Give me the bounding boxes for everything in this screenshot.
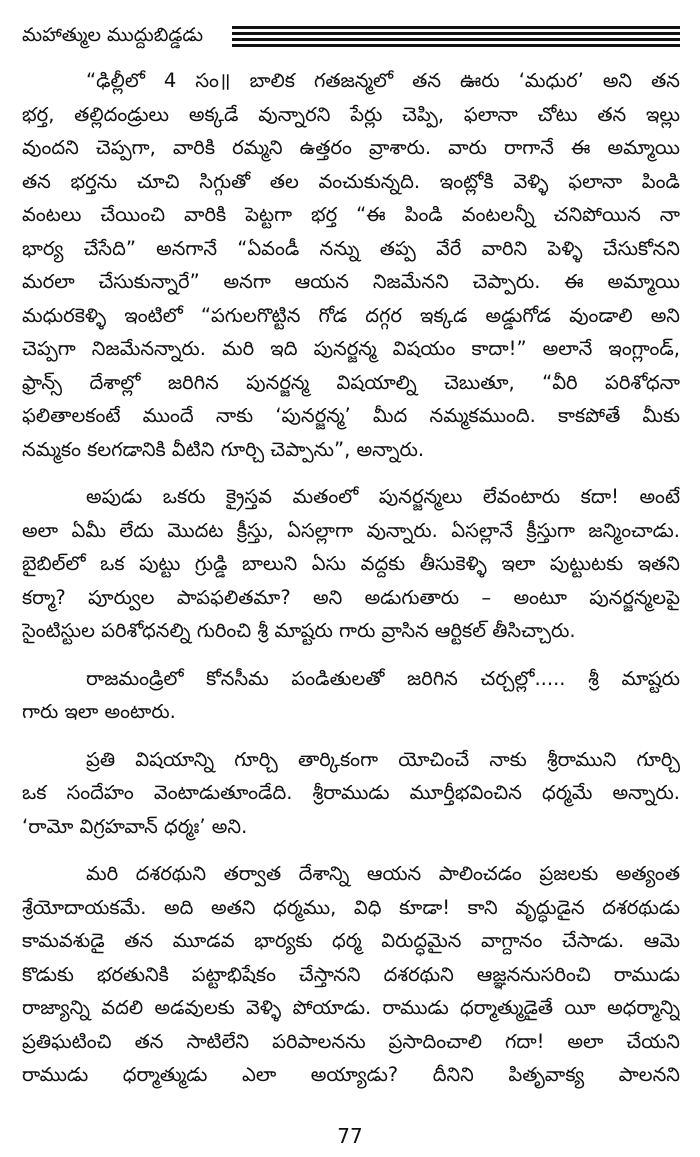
text-line: గారు ఇలా అంటారు. <box>22 700 176 723</box>
text-line: ఫ్రాన్స్ దేశాల్లో జరిగిన పునర్జన్మ విషయాల్ని చెబుతూ, “వీరి పరిశోధనా <box>22 370 680 394</box>
text-line: భార్య చేసేది” అనగానే “ఏవండీ నన్ను తప్ప వేరే వారిని పెళ్ళి చేసుకోనని <box>22 236 680 260</box>
header-rules <box>232 26 680 50</box>
header-rule <box>232 44 680 47</box>
text-line: “ఢిల్లీలో 4 సం॥ బాలిక గతజన్మలో తన ఊరు ‘మధుర’ అని తన <box>86 69 680 92</box>
header-rule <box>232 32 680 35</box>
header-rule <box>232 38 680 41</box>
text-line: తన భర్తను చూచి సిగ్గుతో తల వంచుకున్నది. ఇంట్లోకి వెళ్ళి ఫలానా పిండి <box>22 169 680 193</box>
text-line: భర్త, తల్లిదండ్రులు అక్కడే వున్నారని పేర్లు చెప్పి, ఫలానా చోటు తన ఇల్లు <box>22 102 680 126</box>
text-line: బైబిల్‌లో ఒక పుట్టు గ్రుడ్డి బాలుని ఏసు వద్దకు తీసుకెళ్ళి ఇలా పుట్టుటకు ఇతని <box>22 552 680 575</box>
text-line: మరి దశరథుని తర్వాత దేశాన్ని ఆయన పాలించడం ప్రజలకు అత్యంత <box>86 862 680 885</box>
text-line: వంటలు చేయించి వారికి పెట్టగా భర్త “ఈ పిండి వంటలన్నీ చనిపోయిన నా <box>22 203 680 226</box>
text-line: సైంటిస్టుల పరిశోధనల్ని గురించి శ్రీ మాష్టరు గారు వ్రాసిన ఆర్టికల్ తీసిచ్చారు. <box>22 619 576 642</box>
page-header <box>22 20 680 56</box>
text-line: ‘రామో విగ్రహవాన్ ధర్మః’ అని. <box>22 814 248 838</box>
paragraph <box>22 743 680 844</box>
paragraph <box>22 64 680 466</box>
text-line: నమ్మకం కలగడానికి వీటిని గూర్చి చెప్పాను”, అన్నారు. <box>22 437 425 461</box>
text-line: శ్రేయోదాయకమే. అది అతని ధర్మము, విధి కూడా! కాని వృద్ధుడైన దశరథుడు <box>22 895 680 919</box>
header-rule <box>232 26 680 29</box>
text-line: ప్రతిఘటించి తన సాటిలేని పరిపాలనను ప్రసాదించాలి గదా! అలా చేయని <box>22 1029 680 1053</box>
text-line: అలా ఏమీ లేదు మొదట క్రీస్తు, ఏసల్లాగా వున్నారు. ఏసల్లానే క్రీస్తుగా జన్మించాడు. <box>22 518 680 542</box>
paragraph <box>22 480 680 648</box>
paragraph <box>22 662 680 729</box>
text-line: ప్రతి విషయాన్ని గూర్చి తార్కికంగా యోచించే నాకు శ్రీరాముని గూర్చి <box>86 747 680 771</box>
text-line: రాజమండ్రిలో కోనసీమ పండితులతో జరిగిన చర్చల్లో..... శ్రీ మాష్టరు <box>86 666 680 690</box>
text-line: రాముడు ధర్మాత్ముడు ఎలా అయ్యాడు? దీనిని పితృవాక్య పాలనని <box>22 1063 680 1086</box>
text-line: ఫలితాలకంటే ముందే నాకు ‘పునర్జన్మ’ మీద నమ్మకముంది. కాకపోతే మీకు <box>22 404 680 427</box>
text-line: రాజ్యాన్ని వదలి అడవులకు వెళ్ళి పోయాడు. రాముడు ధర్మాత్ముడైతే యీ అధర్మాన్ని <box>22 996 680 1019</box>
text-line: మరలా చేసుకున్నారే” అనగా ఆయన నిజమేనని చెప్పారు. ఈ అమ్మాయి <box>22 270 680 293</box>
text-line: చెప్పగా నిజమేనన్నారు. మరి ఇది పునర్జన్మ విషయం కాదా!” అలానే ఇంగ్లాండ్, <box>22 337 680 360</box>
text-line: కొడుకు భరతునికి పట్టాభిషేకం చేస్తానని దశరథుని ఆజ్ఞననుసరించి రాముడు <box>22 962 680 986</box>
text-line: మధురకెళ్ళి ఇంటిలో “పగులగొట్టిన గోడ దగ్గర ఇక్కడ అడ్డుగోడ వుండాలి అని <box>22 303 680 327</box>
text-line: కామవశుడై తన మూడవ భార్యకు ధర్మ విరుద్ధమైన వాగ్దానం చేసాడు. ఆమె <box>22 929 680 952</box>
text-line: కర్మా? పూర్వుల పాపఫలితమా? అని అడుగుతారు – అంటూ పునర్జన్మలపై <box>22 585 680 609</box>
text-line: అపుడు ఒకరు క్రైస్తవ మతంలో పునర్జన్మలు లేవంటారు కదా! అంటే <box>86 485 680 508</box>
text-line: ఒక సందేహం వెంటాడుతూండేది. శ్రీరాముడు మూర్తీభవించిన ధర్మమే అన్నారు. <box>22 781 680 804</box>
text-line: వుందని చెప్పగా, వారికి రమ్మని ఉత్తరం వ్రాశారు. వారు రాగానే ఈ అమ్మాయి <box>22 136 680 159</box>
body-text <box>22 64 680 1106</box>
running-title: మహాత్ముల ముద్దుబిడ్డడు <box>22 24 204 46</box>
paragraph <box>22 857 680 1092</box>
page-number: 77 <box>337 1124 363 1148</box>
